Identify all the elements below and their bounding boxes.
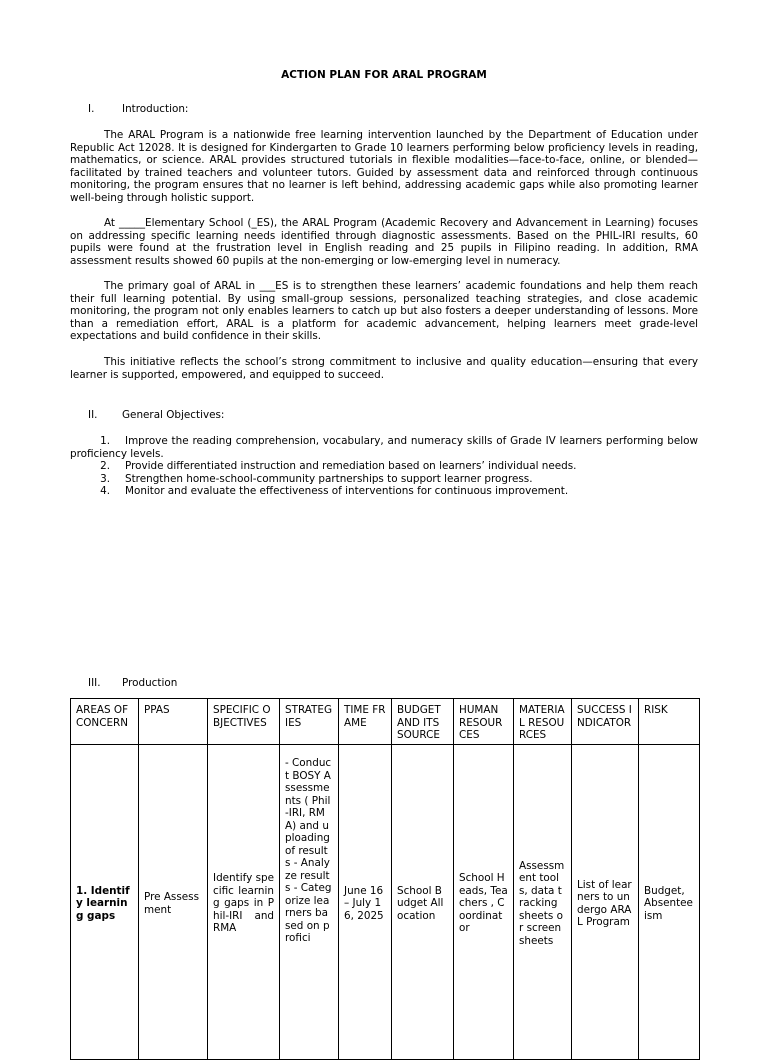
action-plan-table [70,698,700,1060]
header-strategies: STRATEGIES [280,699,339,745]
cell-time-frame: June 16 – July 16, 2025 [339,745,392,1060]
header-specific-objectives: SPECIFIC OBJECTIVES [208,699,280,745]
section-heading: General Objectives: [122,409,225,421]
intro-paragraph-2: At _____Elementary School (_ES), the ARAL Program (Academic Recovery and Advancement in Learning) focuses on addressing specific learning needs identified through diagnostic assessments. Based on the PHIL-IRI results, 60 pupils were found at the frustration level in English reading and 25 pupils in Filipino reading. In addition, RMA assessment results showed 60 pupils at the non-emerging or low-emerging level in numeracy. [70,217,698,267]
section-objectives-heading [88,409,224,422]
header-success-indicator: SUCCESS INDICATOR [572,699,639,745]
objectives-list [70,435,698,498]
intro-paragraph-3: The primary goal of ARAL in ___ES is to strengthen these learners’ academic foundations and help them reach their full learning potential. By using small-group sessions, personalized teaching strategies, and close academic monitoring, the program not only enables learners to catch up but also fosters a deeper understanding of lessons. More than a remediation effort, ARAL is a platform for academic advancement, helping learners meet grade-level expectations and build confidence in their skills. [70,280,698,342]
cell-human-resources: School Heads, Teachers , Coordinator [454,745,514,1060]
header-human-resources: HUMAN RESOURCES [454,699,514,745]
objective-item: 1. Improve the reading comprehension, vocabulary, and numeracy skills of Grade IV learners performing below proficiency levels. [70,435,698,460]
cell-objective: Identify specific learning gaps in Phil-IRI and RMA [208,745,280,1060]
cell-strategies: - Conduct BOSY Assessments ( Phil-IRI, RMA) and uploading of results - Analyze results - Categorize learners based on profici [280,745,339,1060]
section-heading: Introduction: [122,103,189,115]
section-heading: Production [122,677,178,689]
table-header-row [71,699,700,745]
cell-success-indicator: List of learners to undergo ARAL Program [572,745,639,1060]
section-numeral: I. [88,103,95,115]
objective-item: 4. Monitor and evaluate the effectiveness of interventions for continuous improvement. [100,485,569,497]
cell-area: 1. Identify learning gaps [71,745,139,1060]
objective-item: 3. Strengthen home-school-community partnerships to support learner progress. [100,472,533,485]
objective-item: 2. Provide differentiated instruction and remediation based on learners’ individual needs. [100,460,577,472]
cell-risk: Budget, Absenteeism [639,745,700,1060]
header-material-resources: MATERIAL RESOURCES [514,699,572,745]
section-numeral: III. [88,677,101,689]
header-budget: BUDGET AND ITS SOURCE [392,699,454,745]
cell-budget: School Budget Allocation [392,745,454,1060]
cell-ppas: Pre Assessment [139,745,208,1060]
intro-paragraph-1: The ARAL Program is a nationwide free learning intervention launched by the Department of Education under Republic Act 12028. It is designed for Kindergarten to Grade 10 learners performing below proficiency levels in reading, mathematics, or science. ARAL provides structured tutorials in flexible modalities—face-to-face, online, or blended—facilitated by trained teachers and volunteer tutors. Guided by assessment data and reinforced through continuous monitoring, the program ensures that no learner is left behind, addressing academic gaps while also promoting learner well-being through holistic support. [70,129,698,204]
header-areas-of-concern: AREAS OF CONCERN [71,699,139,745]
section-introduction-heading [88,103,188,116]
section-numeral: II. [88,409,98,421]
header-risk: RISK [639,699,700,745]
cell-material-resources: Assessment tools, data tracking sheets or screensheets [514,745,572,1060]
section-production-heading [88,677,177,690]
intro-paragraph-4: This initiative reflects the school’s strong commitment to inclusive and quality education—ensuring that every learner is supported, empowered, and equipped to succeed. [70,356,698,381]
header-ppas: PPAS [139,699,208,745]
document-title: ACTION PLAN FOR ARAL PROGRAM [281,69,487,81]
table-row [71,745,700,1060]
header-time-frame: TIME FRAME [339,699,392,745]
